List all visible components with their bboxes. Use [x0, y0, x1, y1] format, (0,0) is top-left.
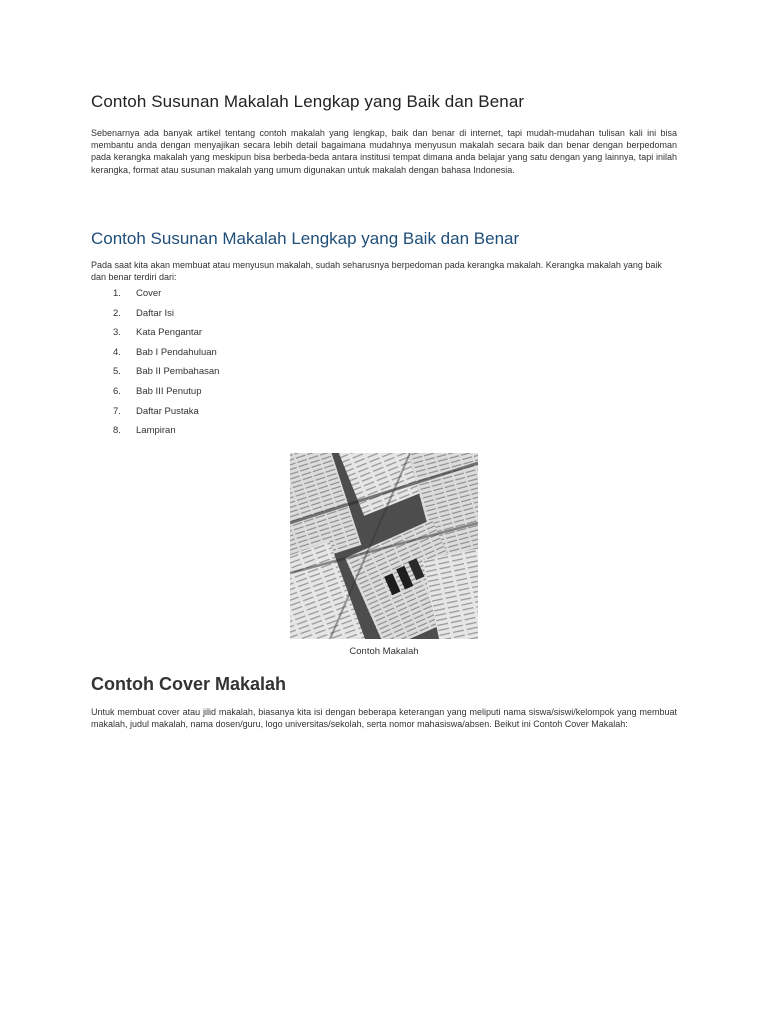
structure-paragraph: Pada saat kita akan membuat atau menyusun makalah, sudah seharusnya berpedoman pada kerangka makalah. Kerangka makalah yang baik dan benar terdiri dari: — [91, 260, 662, 283]
list-item-number: 1. — [113, 288, 121, 299]
intro-paragraph: Sebenarnya ada banyak artikel tentang contoh makalah yang lengkap, baik dan benar di internet, tapi mudah-mudahan tulisan kali ini bisa membantu anda dengan menyajikan secara lebih detail bagaimana mudahnya menyusun makalah secara baik dan benar dengan berpedoman pada kerangka makalah yang meskipun bisa berbeda-beda antara institusi tempat dimana anda belajar yang satu dengan yang lainnya, tapi inilah kerangka, format atau susunan makalah yang umum digunakan untuk makalah dengan bahasa Indonesia. — [91, 128, 677, 175]
list-item-number: 2. — [113, 307, 121, 319]
list-item-label: Daftar Isi — [136, 307, 175, 319]
list-item-label: Daftar Pustaka — [136, 405, 199, 417]
list-item-number: 5. — [113, 366, 121, 378]
list-item-label: Cover — [136, 288, 162, 299]
papers-photo — [290, 453, 478, 639]
papers-photo-illustration — [290, 453, 478, 639]
figure-caption: Contoh Makalah — [349, 646, 419, 657]
list-item-number: 6. — [113, 385, 121, 397]
section-heading-structure: Contoh Susunan Makalah Lengkap yang Baik dan Benar — [91, 229, 520, 248]
cover-paragraph: Untuk membuat cover atau jilid makalah, biasanya kita isi dengan beberapa keterangan yang meliputi nama siswa/siswi/kelompok yang membuat makalah, judul makalah, nama dosen/guru, logo universitas/sekolah, serta nomor mahasiswa/absen. Beikut ini Contoh Cover Makalah: — [91, 707, 677, 730]
list-item-label: Bab II Pembahasan — [136, 366, 220, 378]
list-item-label: Bab III Penutup — [136, 385, 202, 397]
section-heading-cover: Contoh Cover Makalah — [91, 674, 287, 694]
list-item-label: Bab I Pendahuluan — [136, 346, 217, 358]
list-item-label: Kata Pengantar — [136, 327, 203, 339]
list-item-number: 7. — [113, 405, 121, 417]
list-item-number: 4. — [113, 346, 121, 358]
list-item-number: 3. — [113, 327, 121, 339]
list-item-label: Lampiran — [136, 425, 176, 437]
list-item-number: 8. — [113, 425, 121, 437]
page-title: Contoh Susunan Makalah Lengkap yang Baik dan Benar — [91, 92, 525, 111]
